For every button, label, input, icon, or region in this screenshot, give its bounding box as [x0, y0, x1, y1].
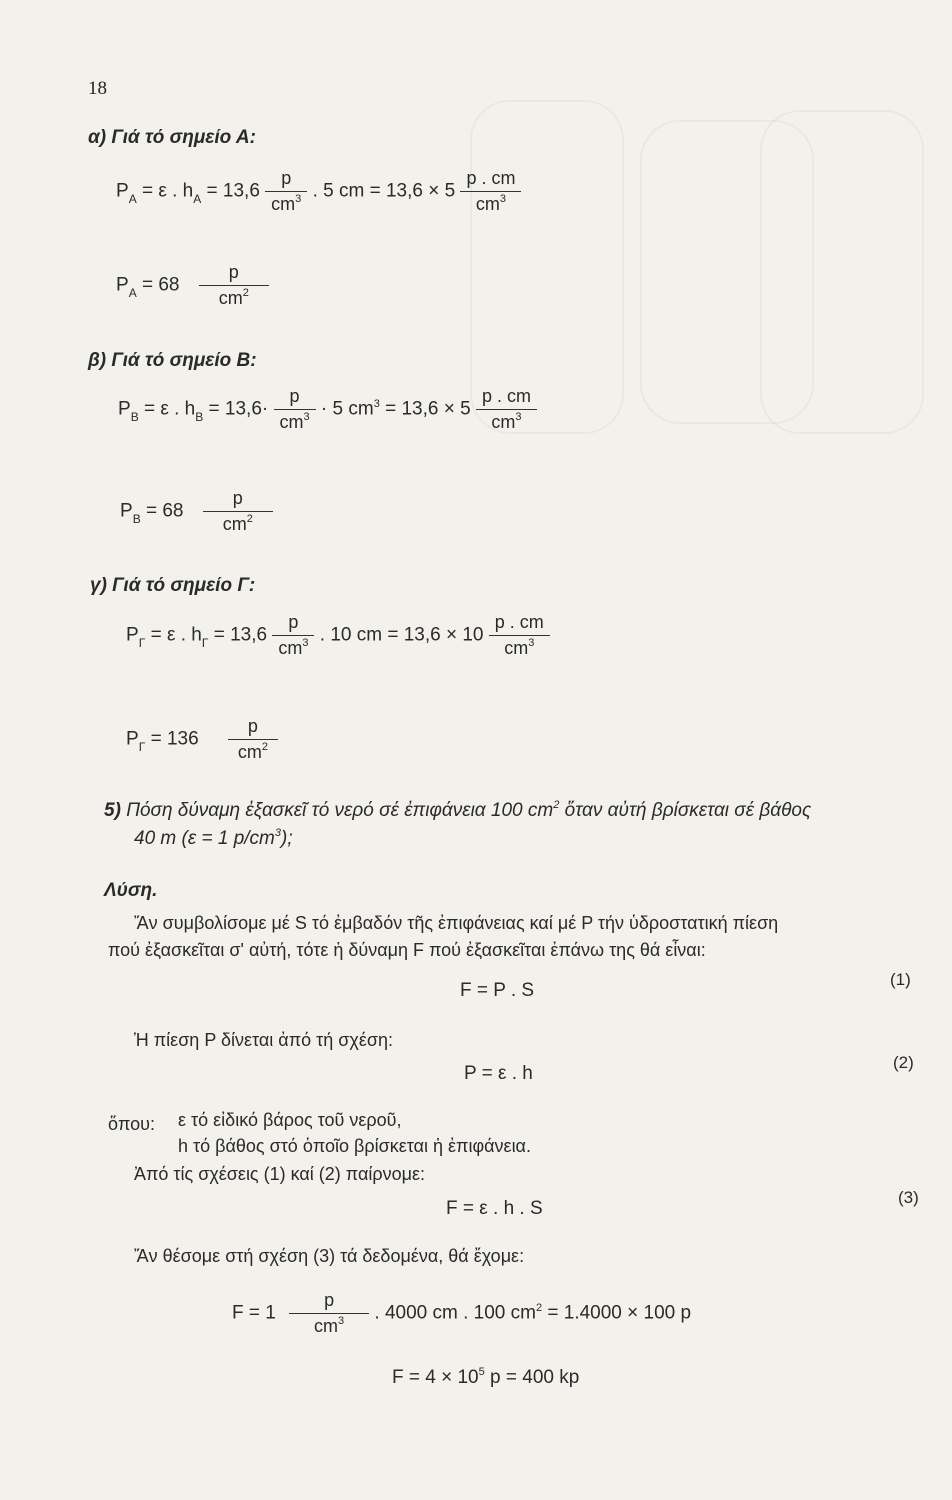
fraction-denominator [476, 412, 537, 433]
pa-subscript: A [128, 191, 137, 206]
problem-5-line1 [104, 800, 811, 822]
eq-term: = ε . h [141, 180, 194, 202]
eq-term: . 10 cm = 13,6 × 10 [319, 624, 484, 646]
den-sup: 2 [261, 741, 268, 753]
fraction [289, 1290, 369, 1337]
pc-subscript: Γ [138, 635, 146, 650]
pa-symbol: P [116, 274, 129, 296]
eq-sup: 5 [478, 1366, 485, 1378]
eq-term: = 68 [145, 500, 184, 522]
den-text: cm [237, 742, 262, 762]
pc-subscript: Γ [138, 739, 146, 754]
pb-symbol: P [118, 398, 131, 420]
equation-pc-line1 [126, 612, 550, 659]
fraction [460, 168, 521, 215]
den-sup: 3 [528, 637, 535, 649]
pb-subscript: B [132, 511, 141, 526]
solution-paragraph-3: Ἀπό τίς σχέσεις (1) καί (2) παίρνομε: [134, 1164, 426, 1184]
pb-symbol: P [120, 500, 133, 522]
section-b-heading: β) Γιά τό σημείο Β: [88, 350, 257, 371]
fraction-numerator: p [288, 612, 299, 632]
den-text: cm [491, 412, 516, 432]
fraction-bar [228, 739, 278, 740]
eq-term: = 13,6· [208, 398, 269, 420]
where-definition-2: h τό βάθος στό ὁποῖο βρίσκεται ἡ ἐπιφάνεια. [178, 1136, 531, 1156]
problem-sup: 3 [274, 827, 281, 839]
fraction [476, 386, 537, 433]
problem-text: Πόση δύναμη ἐξασκεῖ τό νερό σέ ἐπιφάνεια 100 cm [126, 800, 554, 821]
eq-sup: 2 [535, 1301, 543, 1314]
fraction-denominator [272, 638, 314, 659]
eq-subscript: B [195, 409, 204, 424]
den-sup: 3 [499, 193, 507, 205]
den-sup: 2 [242, 287, 249, 299]
eq-term: p = 400 kp [484, 1367, 580, 1388]
fraction [228, 716, 278, 763]
eq-term: = 13,6 × 5 [385, 398, 471, 420]
equation-3: F = ε . h . S [446, 1198, 543, 1219]
problem-text: ὅταν αὐτή βρίσκεται σέ βάθος [559, 800, 812, 821]
section-c-heading: γ) Γιά τό σημείο Γ: [90, 575, 256, 596]
equation-pa-line1 [116, 168, 521, 215]
fraction-numerator: p [228, 262, 239, 282]
den-sup: 3 [303, 411, 310, 423]
fraction-numerator: p . cm [494, 612, 544, 632]
fraction-bar [265, 191, 307, 192]
eq-term: = 1.4000 × 100 p [547, 1302, 692, 1324]
fraction [489, 612, 550, 659]
den-text: cm [475, 194, 500, 214]
fraction-bar [272, 635, 314, 636]
fraction-bar [203, 511, 273, 512]
pc-symbol: P [126, 728, 139, 750]
eq-term: = ε . h [143, 398, 196, 420]
pa-subscript: A [128, 285, 137, 300]
pb-subscript: B [130, 409, 139, 424]
solution-paragraph-1-line1: Ἄν συμβολίσομε μέ S τό ἐμβαδόν τῆς ἐπιφάνειας καί μέ P τήν ὑδροστατική πίεση [134, 913, 779, 933]
fraction-bar [460, 191, 521, 192]
where-definition-1: ε τό εἰδικό βάρος τοῦ νεροῦ, [178, 1110, 402, 1130]
fraction-bar [274, 409, 316, 410]
fraction-numerator: p . cm [481, 386, 531, 406]
fraction-denominator [289, 1316, 369, 1337]
fraction [274, 386, 316, 433]
den-sup: 2 [246, 513, 253, 525]
equation-4 [232, 1290, 691, 1337]
eq-subscript: Γ [201, 635, 209, 650]
den-sup: 3 [338, 1315, 345, 1327]
solution-paragraph-4: Ἄν θέσομε στή σχέση (3) τά δεδομένα, θά ἔχομε: [134, 1246, 525, 1266]
fraction-denominator [265, 194, 307, 215]
fraction-denominator [489, 638, 550, 659]
equation-2-number: (2) [893, 1053, 914, 1072]
eq-term: F = 4 × 10 [392, 1367, 479, 1388]
den-text: cm [279, 412, 304, 432]
fraction-numerator: p [281, 168, 292, 188]
solution-paragraph-1-line2: πού ἐξασκεῖται σ' αὐτή, τότε ἡ δύναμη F πού ἐξασκεῖται ἐπάνω της θά εἶναι: [108, 940, 706, 960]
den-text: cm [222, 514, 247, 534]
eq-term: = 68 [141, 274, 180, 296]
solution-heading: Λύση. [104, 880, 158, 901]
eq-term: = 13,6 [213, 624, 268, 646]
fraction-denominator [274, 412, 316, 433]
fraction-bar [199, 285, 269, 286]
fraction-bar [489, 635, 550, 636]
fraction-numerator: p . cm [466, 168, 516, 188]
pa-symbol: P [116, 180, 129, 202]
eq-term: F = 1 [232, 1302, 276, 1324]
problem-5-line2 [134, 828, 293, 850]
den-sup: 3 [302, 637, 309, 649]
fraction [199, 262, 269, 309]
fraction-numerator: p [247, 716, 258, 736]
den-sup: 3 [295, 193, 302, 205]
den-text: cm [278, 638, 303, 658]
den-text: cm [504, 638, 529, 658]
fraction-bar [289, 1313, 369, 1314]
fraction-denominator [460, 194, 521, 215]
where-label: ὅπου: [108, 1114, 156, 1134]
fraction-numerator: p [289, 386, 300, 406]
equation-pc-line2 [126, 716, 278, 763]
fraction [265, 168, 307, 215]
equation-1-number: (1) [890, 970, 911, 989]
equation-pa-line2 [116, 262, 269, 309]
problem-number: 5) [104, 800, 121, 821]
fraction-denominator [203, 514, 273, 535]
eq-sup: 3 [373, 397, 380, 410]
eq-term: = 13,6 [206, 180, 260, 202]
equation-3-number: (3) [898, 1188, 919, 1207]
fraction [203, 488, 273, 535]
equation-pb-line2 [120, 488, 273, 535]
fraction-denominator [228, 742, 278, 763]
bleed-through-shape [470, 100, 624, 434]
eq-term: · 5 cm [320, 398, 374, 420]
solution-paragraph-2: Ἡ πίεση P δίνεται ἀπό τή σχέση: [134, 1030, 393, 1050]
page-number: 18 [88, 78, 107, 99]
eq-term: = ε . h [150, 624, 202, 646]
equation-5 [392, 1367, 579, 1389]
pc-symbol: P [126, 624, 139, 646]
eq-term: . 5 cm = 13,6 × 5 [312, 180, 456, 202]
problem-sup: 2 [553, 799, 560, 811]
fraction-numerator: p [232, 488, 243, 508]
den-text: cm [314, 1316, 339, 1336]
eq-term: = 136 [150, 728, 199, 750]
equation-pb-line1 [118, 386, 537, 433]
den-sup: 3 [515, 411, 522, 423]
eq-subscript: A [193, 191, 202, 206]
eq-term: . 4000 cm . 100 cm [374, 1302, 536, 1324]
equation-2: P = ε . h [464, 1063, 533, 1084]
den-text: cm [271, 194, 296, 214]
equation-1: F = P . S [460, 980, 535, 1001]
fraction-numerator: p [324, 1290, 335, 1310]
problem-text: ); [281, 828, 293, 849]
fraction [272, 612, 314, 659]
section-a-heading: α) Γιά τό σημείο Α: [88, 127, 256, 148]
bleed-through-shape [760, 110, 924, 434]
fraction-bar [476, 409, 537, 410]
fraction-denominator [199, 288, 269, 309]
problem-text: 40 m (ε = 1 p/cm [134, 828, 275, 849]
den-text: cm [218, 288, 243, 308]
